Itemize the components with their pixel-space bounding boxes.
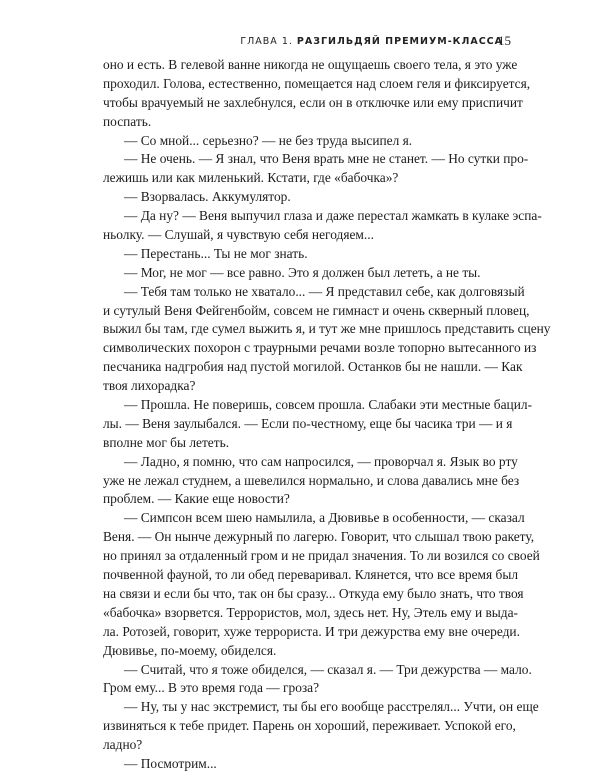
text-line: — Ну, ты у нас экстремист, ты бы его вообще расстрелял... Учти, он еще — [124, 699, 539, 715]
page-number: 15 — [498, 33, 511, 48]
text-line: поспать. — [103, 113, 152, 129]
text-line: чтобы врачуемый не захлебнулся, если он в отключке или ему приспичит — [103, 94, 523, 110]
chapter-title: РАЗГИЛЬДЯЙ ПРЕМИУМ-КЛАССА — [296, 36, 503, 47]
text-line: выжил бы там, где сумел выжить я, и тут же мне пришлось представить сцену — [103, 321, 551, 337]
text-line: — Со мной... серьезно? — не без труда высипел я. — [124, 132, 413, 148]
text-line: — Перестань... Ты не мог знать. — [124, 245, 308, 261]
text-line: лежишь или как миленький. Кстати, где «бабочка»? — [103, 170, 399, 186]
text-line: — Мог, не мог — все равно. Это я должен был лететь, а не ты. — [124, 264, 481, 280]
text-line: символических похорон с траурными речами возле топорно вытесанного из — [103, 340, 537, 356]
text-line: ла. Ротозей, говорит, хуже террориста. И три дежурства ему вне очереди. — [103, 623, 520, 639]
text-line: но принял за отдаленный гром и не придал значения. То ли возился со своей — [103, 548, 540, 564]
text-line: оно и есть. В гелевой ванне никогда не ощущаешь своего тела, я это уже — [103, 57, 518, 72]
text-line: уже не лежал студнем, а шевелился нормально, и слова давались мне без — [103, 472, 520, 488]
text-line: вполне мог бы лететь. — [103, 434, 230, 450]
text-line: — Взорвалась. Аккумулятор. — [124, 189, 291, 205]
text-line: лы. — Веня заулыбался. — Если по-честному, еще бы часика три — и я — [103, 415, 513, 431]
text-line: Гром ему... В это время года — гроза? — [103, 680, 320, 696]
text-line: извиняться к тебе придет. Парень он хороший, переживает. Успокой его, — [103, 718, 516, 734]
text-line: ньолку. — Слушай, я чувствую себя негодяем... — [103, 227, 374, 243]
text-line: проблем. — Какие еще новости? — [103, 491, 290, 507]
text-line: на связи и если бы что, так он бы сразу... Откуда ему было знать, что твоя — [103, 585, 524, 601]
text-line: Веня. — Он нынче дежурный по лагерю. Говорит, что слышал твою ракету, — [103, 529, 535, 545]
text-line: — Тебя там только не хватало... — Я представил себе, как долговязый — [124, 283, 525, 299]
text-line: — Да ну? — Веня выпучил глаза и даже перестал жамкать в кулаке эспа- — [124, 208, 542, 224]
text-line: и сутулый Веня Фейгенбойм, совсем не гимнаст и очень скверный пловец, — [103, 302, 530, 318]
text-line: — Посмотрим... — [124, 755, 217, 771]
text-line: проходил. Голова, естественно, помещается над слоем геля и фиксируется, — [103, 75, 531, 91]
running-head — [240, 36, 503, 47]
text-line: ладно? — [103, 737, 143, 753]
text-line: — Не очень. — Я знал, что Веня врать мне не станет. — Но сутки про- — [124, 151, 529, 167]
text-line: «бабочка» взорвется. Террористов, мол, здесь нет. Ну, Этель ему и выда- — [103, 604, 519, 620]
text-line: Дювивье, по-моему, обиделся. — [103, 642, 277, 658]
text-line: — Прошла. Не поверишь, совсем прошла. Слабаки эти местные бацил- — [124, 397, 533, 413]
body-text — [103, 56, 551, 774]
text-line: почвенной фауной, то ли обед переваривал. Клянется, что все время был — [103, 567, 519, 583]
chapter-label: ГЛАВА 1. — [240, 36, 293, 47]
text-line: — Симпсон всем шею намылила, а Дювивье в особенности, — сказал — [124, 510, 525, 526]
text-line: — Ладно, я помню, что сам напросился, — проворчал я. Язык во рту — [124, 453, 518, 469]
text-line: — Считай, что я тоже обиделся, — сказал я. — Три дежурства — мало. — [124, 661, 532, 677]
text-line: твоя лихорадка? — [103, 378, 196, 394]
text-line: песчаника надгробия над пустой могилой. Останков бы не нашли. — Как — [103, 359, 523, 375]
